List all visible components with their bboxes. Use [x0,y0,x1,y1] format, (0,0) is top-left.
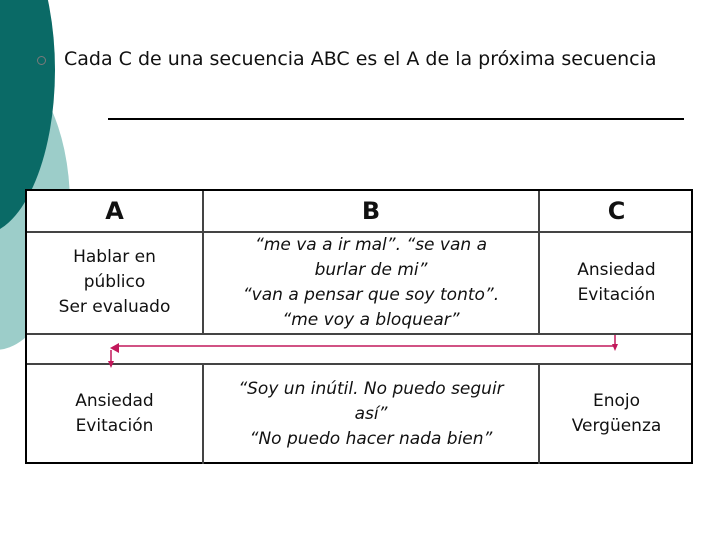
cell-line: “Soy un inútil. No puedo seguir [238,378,504,399]
arrow-head-down [108,361,114,368]
header-c: C [607,196,626,225]
cell-line: Ansiedad [577,259,656,280]
cell-line: “No puedo hacer nada bien” [249,428,493,449]
cell-line: “me va a ir mal”. “se van a [255,234,487,255]
cell-line: Hablar en [73,247,156,267]
cell-line: Vergüenza [571,416,662,436]
arrow-head-right [612,344,618,351]
cell-line: Evitación [75,416,154,436]
cell-line: “van a pensar que soy tonto”. [242,284,500,305]
cell-line: así” [354,403,388,424]
cell-line: Ser evaluado [58,297,171,317]
bullet-text: Cada C de una secuencia ABC es el A de la próxima secuencia [64,48,657,70]
cell-line: Evitación [577,284,656,305]
cell-line: Ansiedad [75,391,154,411]
header-a: A [105,196,124,225]
cell-line: público [83,272,146,292]
cell-line: burlar de mi” [314,259,428,280]
cell-line: Enojo [592,391,641,411]
cell-line: “me voy a bloquear” [282,309,460,330]
header-b: B [361,196,381,225]
